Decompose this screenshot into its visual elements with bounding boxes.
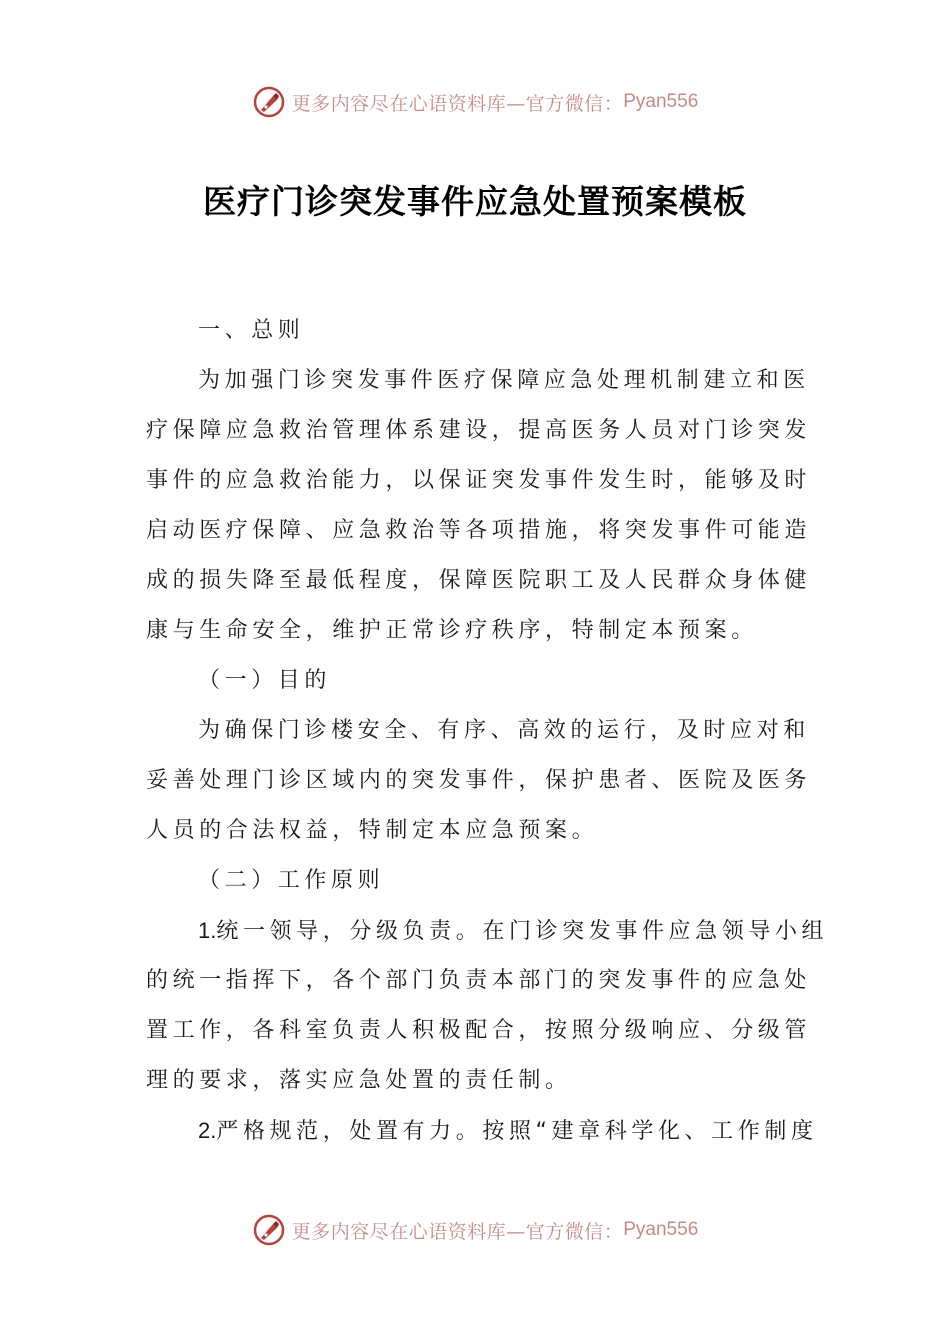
watermark-footer bbox=[0, 1210, 950, 1250]
pen-nib-icon bbox=[252, 1213, 286, 1247]
text-line bbox=[146, 506, 812, 556]
line-text: 成的损失降至最低程度，保障医院职工及人民群众身体健 bbox=[146, 568, 812, 593]
list-number: 1. bbox=[198, 918, 217, 943]
pen-nib-icon bbox=[252, 85, 286, 119]
text-line bbox=[146, 606, 806, 656]
document-body bbox=[146, 306, 829, 1156]
line-text: 置工作，各科室负责人积极配合，按照分级响应、分级管 bbox=[146, 1018, 812, 1043]
text-line bbox=[146, 856, 806, 906]
text-line bbox=[146, 956, 812, 1006]
line-text: 统一领导，分级负责。在门诊突发事件应急领导小组 bbox=[216, 919, 829, 944]
watermark-text: 更多内容尽在心语资料库—官方微信： bbox=[291, 92, 624, 115]
line-text: 理的要求，落实应急处置的责任制。 bbox=[146, 1068, 572, 1093]
watermark-wechat-id: Pyan556 bbox=[623, 91, 699, 112]
watermark-header bbox=[0, 82, 950, 122]
document-title: 医疗门诊突发事件应急处置预案模板 bbox=[203, 182, 747, 221]
text-line bbox=[146, 1006, 812, 1056]
text-line bbox=[146, 656, 806, 706]
text-line bbox=[146, 306, 806, 356]
text-line bbox=[146, 356, 810, 406]
line-text: 为加强门诊突发事件医疗保障应急处理机制建立和医 bbox=[198, 368, 810, 393]
watermark-wechat-id: Pyan556 bbox=[623, 1219, 699, 1240]
line-text: 事件的应急救治能力，以保证突发事件发生时，能够及时 bbox=[146, 468, 812, 493]
text-line bbox=[146, 556, 812, 606]
line-text: 为确保门诊楼安全、有序、高效的运行，及时应对和 bbox=[198, 718, 810, 743]
text-line bbox=[146, 1106, 818, 1156]
line-text: （一）目的 bbox=[198, 668, 332, 693]
line-text: 疗保障应急救治管理体系建设，提高医务人员对门诊突发 bbox=[146, 418, 812, 443]
text-line bbox=[146, 706, 810, 756]
line-text: 严格规范，处置有力。按照“建章科学化、工作制度 bbox=[216, 1119, 818, 1144]
line-text: 康与生命安全，维护正常诊疗秩序，特制定本预案。 bbox=[146, 618, 758, 643]
text-line bbox=[146, 1056, 806, 1106]
text-line bbox=[146, 756, 812, 806]
text-line bbox=[146, 456, 812, 506]
text-line bbox=[146, 406, 812, 456]
line-text: 启动医疗保障、应急救治等各项措施，将突发事件可能造 bbox=[146, 518, 812, 543]
text-line bbox=[146, 806, 806, 856]
line-text: 妥善处理门诊区域内的突发事件，保护患者、医院及医务 bbox=[146, 768, 812, 793]
line-text: 一、总则 bbox=[198, 318, 305, 343]
list-number: 2. bbox=[198, 1118, 217, 1143]
watermark-text: 更多内容尽在心语资料库—官方微信： bbox=[291, 1220, 624, 1243]
line-text: 人员的合法权益，特制定本应急预案。 bbox=[146, 818, 599, 843]
text-line bbox=[146, 906, 829, 956]
line-text: （二）工作原则 bbox=[198, 868, 385, 893]
line-text: 的统一指挥下，各个部门负责本部门的突发事件的应急处 bbox=[146, 968, 812, 993]
